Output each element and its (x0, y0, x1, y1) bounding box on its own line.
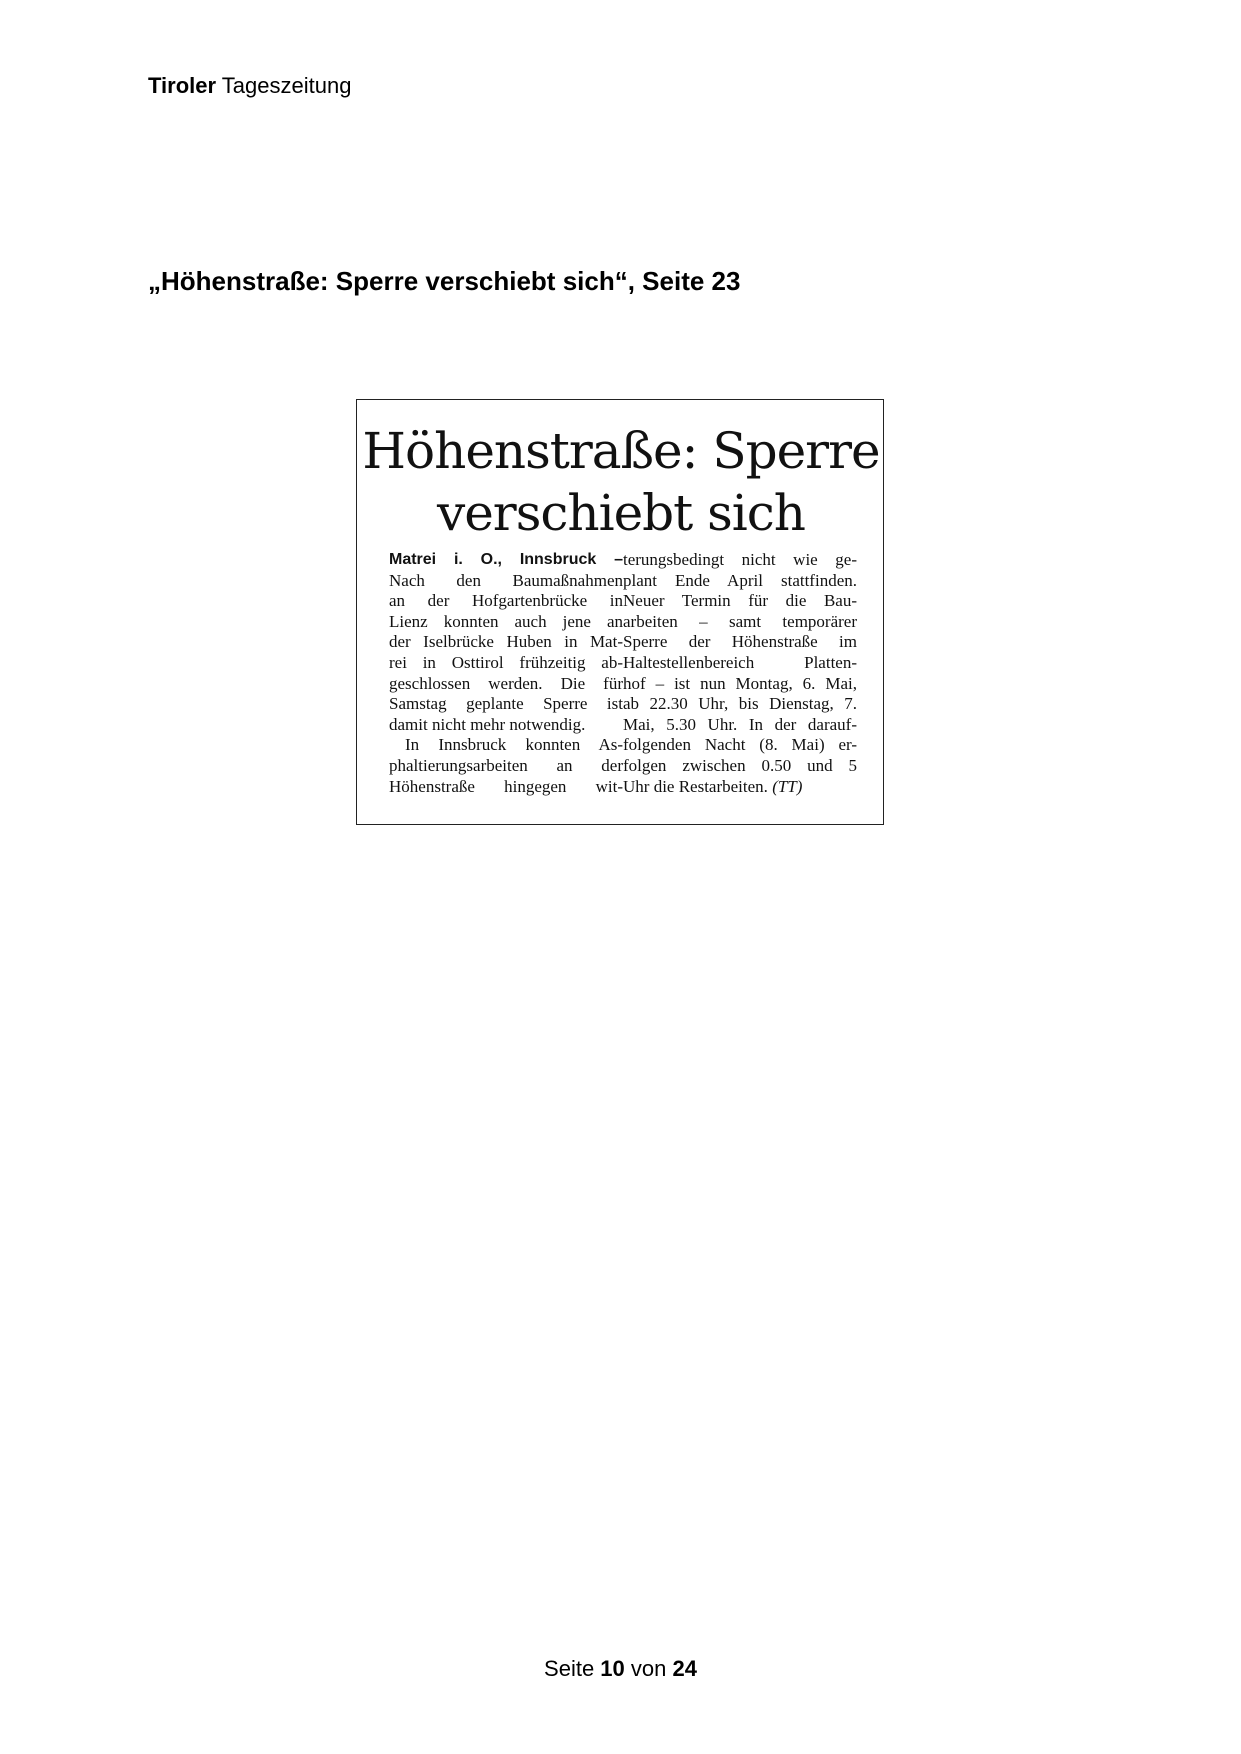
article-column-1 (389, 550, 623, 797)
article-column-2 (623, 550, 857, 797)
article-line: geschlossen werden. Die für (389, 673, 623, 693)
newspaper-clipping (356, 399, 884, 825)
publication-name (148, 72, 351, 100)
footer-middle: von (624, 1656, 673, 1681)
article-line: arbeiten – samt temporärer (623, 611, 857, 631)
current-page-number: 10 (600, 1656, 625, 1681)
article-line: Mai, 5.30 Uhr. In der darauf- (623, 714, 857, 734)
page-footer (0, 1655, 1241, 1683)
article-last-line (623, 777, 857, 798)
article-line: folgen zwischen 0.50 und 5 (623, 755, 857, 775)
article-line: Lienz konnten auch jene an (389, 611, 623, 631)
article-reference-title: „Höhenstraße: Sperre verschiebt sich“, Seite 23 (148, 266, 741, 296)
total-page-count: 24 (672, 1656, 697, 1681)
article-line: hof – ist nun Montag, 6. Mai, (623, 673, 857, 693)
article-line: phaltierungsarbeiten an der (389, 755, 623, 775)
article-line: plant Ende April stattfinden. (623, 570, 857, 590)
author-signature: (TT) (772, 776, 803, 796)
article-line: rei in Osttirol frühzeitig ab- (389, 652, 623, 672)
article-line: Sperre der Höhenstraße im (623, 632, 857, 652)
article-line: damit nicht mehr notwendig. (389, 714, 586, 734)
article-line: Höhenstraße hingegen wit- (389, 776, 623, 796)
article-line: In Innsbruck konnten As- (405, 735, 623, 755)
article-line: Neuer Termin für die Bau- (623, 591, 857, 611)
footer-prefix: Seite (544, 1656, 601, 1681)
article-line: Nach den Baumaßnahmen (389, 570, 623, 590)
article-line: folgenden Nacht (8. Mai) er- (623, 735, 857, 755)
article-line: der Iselbrücke Huben in Mat- (389, 632, 623, 652)
clipping-headline (357, 420, 885, 544)
headline-line-1: Höhenstraße: Sperre (362, 422, 880, 480)
article-line: Haltestellenbereich Platten- (623, 652, 857, 672)
article-line: an der Hofgartenbrücke in (389, 591, 623, 611)
article-line: ab 22.30 Uhr, bis Dienstag, 7. (623, 694, 857, 714)
headline-line-2: verschiebt sich (436, 484, 806, 542)
publication-name-regular: Tageszeitung (216, 73, 352, 98)
publication-name-bold: Tiroler (148, 73, 217, 98)
article-closing-text: Uhr die Restarbeiten. (623, 776, 768, 796)
article-line: terungsbedingt nicht wie ge- (623, 550, 857, 569)
article-dateline: Matrei i. O., Innsbruck – (389, 551, 623, 568)
article-line: Samstag geplante Sperre ist (389, 694, 623, 714)
article-body (389, 550, 857, 797)
